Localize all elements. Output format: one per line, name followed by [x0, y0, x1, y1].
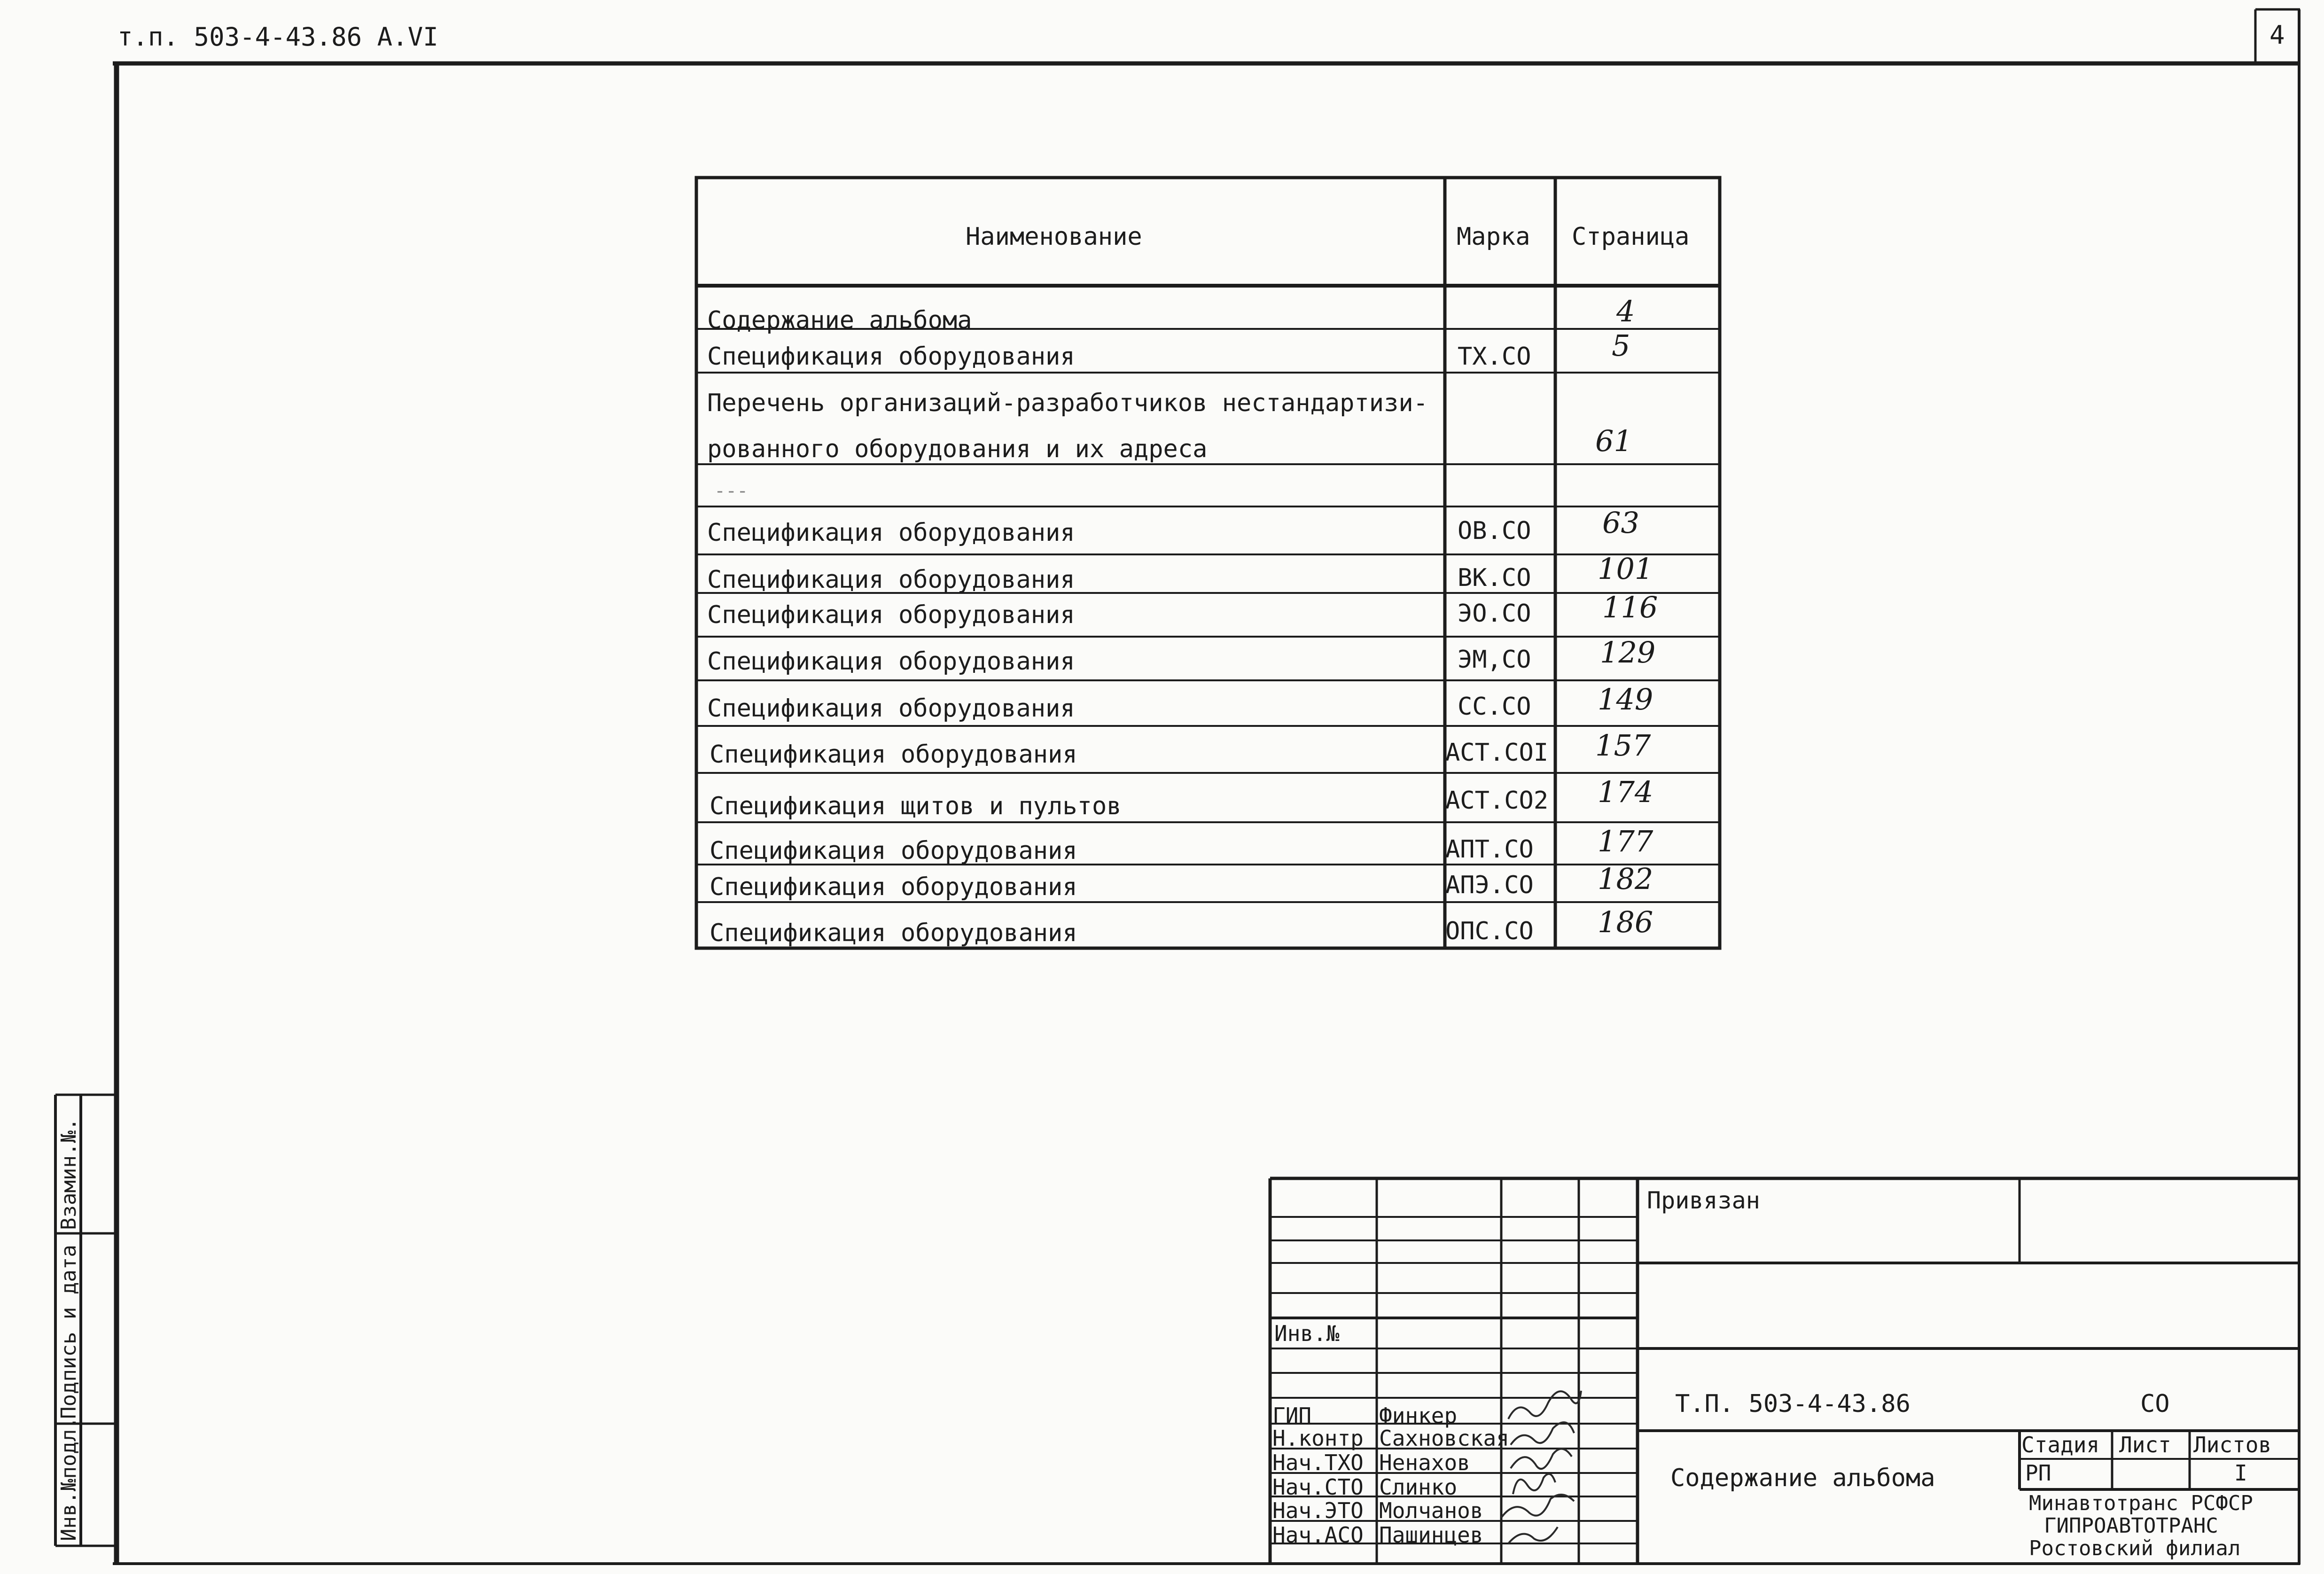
- person-role: ГИП: [1272, 1403, 1312, 1428]
- signature-mark: [1508, 1391, 1581, 1419]
- table-row-name: Спецификация оборудования: [707, 343, 1075, 371]
- stage-label: Стадия: [2021, 1432, 2100, 1457]
- table-row-name: Спецификация оборудования: [707, 647, 1075, 676]
- column-header-mark: Марка: [1457, 223, 1530, 251]
- organization-line: Ростовский филиал: [2029, 1536, 2241, 1560]
- table-row-name: Содержание альбома: [707, 306, 972, 335]
- table-row-mark: АПТ.СО: [1445, 835, 1534, 864]
- sheets-label: Листов: [2193, 1432, 2272, 1457]
- person-name: Молчанов: [1379, 1498, 1483, 1523]
- person-name: Слинко: [1379, 1474, 1458, 1500]
- table-row-name: Спецификация оборудования: [710, 919, 1077, 947]
- table-row-page: 186: [1598, 905, 1653, 939]
- signature-date-label: Подпись и дата: [57, 1245, 81, 1419]
- table-row-name: Спецификация оборудования: [707, 601, 1075, 629]
- table-row-name: Перечень организаций-разработчиков нестандартизи-: [707, 389, 1428, 417]
- vzam-inv-label: Взамин.№.: [57, 1118, 81, 1230]
- table-row-page: 149: [1598, 682, 1653, 717]
- table-row-name: Спецификация оборудования: [710, 837, 1077, 865]
- table-row-page: 177: [1598, 824, 1653, 858]
- table-row-name: Спецификация оборудования: [707, 566, 1075, 594]
- column-header-name: Наименование: [966, 223, 1142, 251]
- table-row-page: 63: [1602, 506, 1639, 540]
- table-row-name: Спецификация оборудования: [707, 519, 1075, 547]
- table-row-mark: ВК.СО: [1458, 564, 1531, 592]
- stage-value: РП: [2025, 1460, 2051, 1486]
- table-row-page: 174: [1598, 775, 1653, 809]
- person-name: Пашинцев: [1379, 1522, 1483, 1548]
- table-row-page: 116: [1602, 590, 1658, 624]
- table-row-name: рованного оборудования и их адреса: [707, 435, 1208, 463]
- organization-line: ГИПРОАВТОТРАНС: [2044, 1514, 2218, 1538]
- inv-podl-label: Инв.№подл.: [57, 1417, 81, 1541]
- table-row-page: 157: [1595, 728, 1651, 763]
- person-role: Н.контр: [1272, 1426, 1364, 1451]
- sheets-value: I: [2234, 1460, 2247, 1486]
- column-header-page: Страница: [1572, 223, 1690, 251]
- table-row-name: Спецификация оборудования: [710, 873, 1077, 901]
- bound-label: Привязан: [1647, 1187, 1760, 1214]
- page-number: 4: [2269, 20, 2285, 50]
- document-mark: СО: [2140, 1390, 2170, 1418]
- table-row-page: 129: [1600, 635, 1656, 670]
- table-row-mark: ОВ.СО: [1458, 517, 1531, 545]
- table-row-name: Спецификация щитов и пультов: [710, 792, 1122, 820]
- project-code: Т.П. 503-4-43.86: [1675, 1390, 1911, 1418]
- signature-mark: [1501, 1495, 1574, 1518]
- table-row-name: Спецификация оборудования: [710, 740, 1077, 769]
- person-name: Сахновская: [1379, 1426, 1509, 1451]
- person-role: Нач.ЭТО: [1272, 1498, 1364, 1523]
- signature-mark: [1511, 1449, 1572, 1469]
- sheet-label: Лист: [2119, 1432, 2171, 1457]
- table-row-page: 61: [1595, 424, 1632, 458]
- organization-line: Минавтотранс РСФСР: [2029, 1491, 2253, 1515]
- table-row-mark: ОПС.СО: [1445, 917, 1534, 945]
- person-name: Ненахов: [1379, 1450, 1470, 1475]
- drawing-code: т.п. 503-4-43.86 А.VI: [117, 22, 438, 52]
- person-role: Нач.ТХО: [1272, 1450, 1364, 1475]
- table-row-mark: АПЭ.СО: [1445, 871, 1534, 899]
- table-row-mark: ЭМ,СО: [1458, 646, 1531, 674]
- signature-mark: [1511, 1422, 1574, 1445]
- sheet-title: Содержание альбома: [1670, 1464, 1935, 1492]
- signature-mark: [1513, 1474, 1555, 1494]
- table-row-page: 101: [1598, 552, 1653, 586]
- signature-mark: [1508, 1527, 1558, 1543]
- table-row-page: 4: [1616, 294, 1635, 328]
- table-row-page: 182: [1598, 862, 1653, 896]
- table-row-mark: ЭО.СО: [1458, 600, 1531, 628]
- table-row-page: 5: [1612, 328, 1630, 363]
- table-row-mark: ТХ.СО: [1458, 343, 1531, 371]
- table-row-mark: СС.СО: [1458, 693, 1531, 721]
- person-role: Нач.АСО: [1272, 1522, 1364, 1548]
- inv-label: Инв.№: [1274, 1321, 1340, 1346]
- person-name: Финкер: [1379, 1403, 1458, 1428]
- table-row-name: Спецификация оборудования: [707, 694, 1075, 723]
- person-role: Нач.СТО: [1272, 1474, 1364, 1500]
- table-row-mark: АСТ.СО2: [1445, 787, 1549, 815]
- table-row-name: ---: [714, 480, 749, 502]
- table-row-mark: АСТ.СОI: [1445, 739, 1549, 767]
